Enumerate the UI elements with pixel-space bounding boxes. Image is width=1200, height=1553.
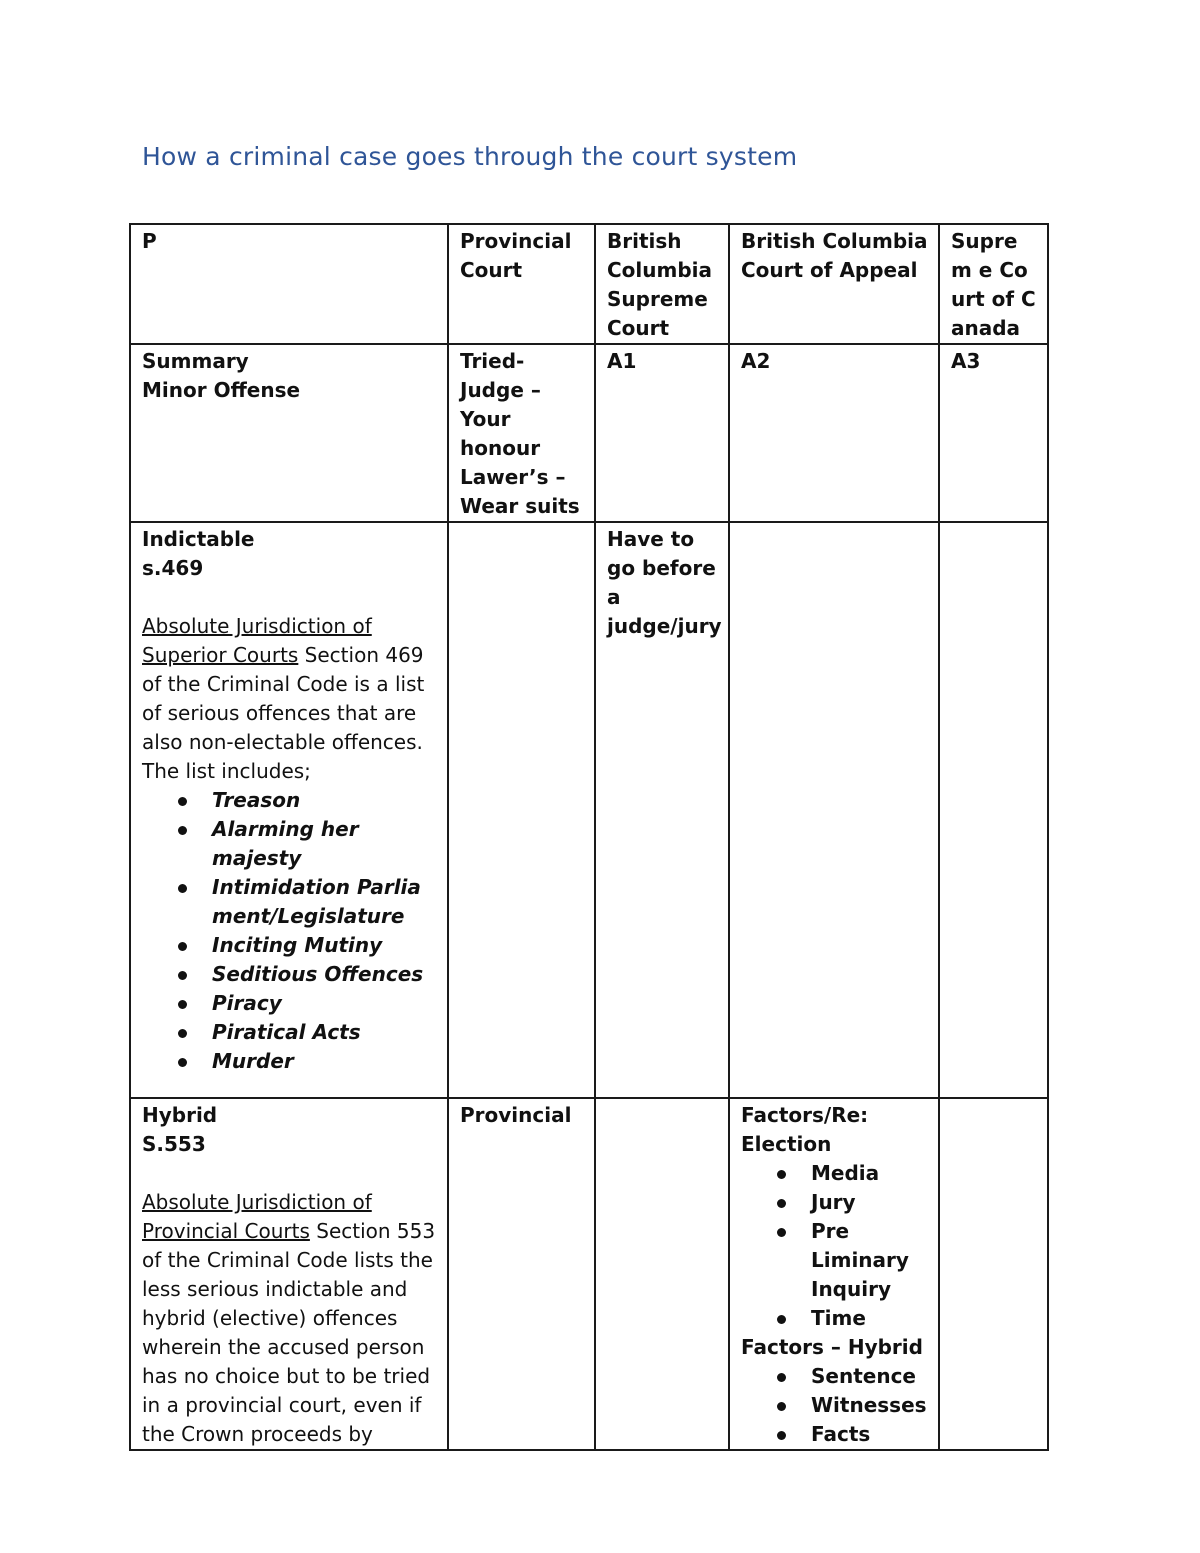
indictable-provincial-cell <box>448 522 595 1098</box>
summary-provincial-cell: Tried- Judge – Your honour Lawer’s – Wear suits <box>448 344 595 522</box>
hybrid-bcca-cell: Factors/Re: Election Media Jury Pre Liminary Inquiry Time Factors – Hybrid Sentence Witnesses Facts <box>729 1098 939 1450</box>
hybrid-bcsc-cell <box>595 1098 729 1450</box>
list-item: Piracy <box>178 989 437 1018</box>
header-cell-provincial-court: Provincial Court <box>448 224 595 344</box>
header-cell-supreme-court-canada: Suprem e Court of Canada <box>939 224 1048 344</box>
summary-bcca-cell: A2 <box>729 344 939 522</box>
header-cell-p: P <box>130 224 448 344</box>
indictable-bcca-cell <box>729 522 939 1098</box>
bullet-icon <box>777 1315 786 1324</box>
table-header-row <box>130 224 1048 344</box>
list-item: Murder <box>178 1047 437 1076</box>
bullet-icon <box>178 826 187 835</box>
hybrid-factors-list <box>741 1362 928 1449</box>
list-item: Inciting Mutiny <box>178 931 437 960</box>
hybrid-label-cell: Hybrid S.553 Absolute Jurisdiction of Provincial Courts Section 553 of the Criminal Code lists the less serious indictable and hybrid (elective) offences wherein the accused person has no choice but to be tried in a provincial court, even if the Crown proceeds by <box>130 1098 448 1450</box>
list-item: Sentence <box>777 1362 928 1391</box>
page-title: How a criminal case goes through the court system <box>142 142 798 171</box>
bullet-icon <box>178 797 187 806</box>
bullet-icon <box>178 1029 187 1038</box>
indictable-description: Absolute Jurisdiction of Superior Courts Section 469 of the Criminal Code is a list of serious offences that are also non-electable offences. The list includes; <box>142 614 425 783</box>
summary-label-cell: Summary Minor Offense <box>130 344 448 522</box>
summary-scc-cell: A3 <box>939 344 1048 522</box>
court-system-table <box>129 223 1049 1451</box>
header-cell-bc-supreme-court: British Columbia Supreme Court <box>595 224 729 344</box>
hybrid-scc-cell <box>939 1098 1048 1450</box>
bullet-icon <box>178 884 187 893</box>
bullet-icon <box>777 1431 786 1440</box>
election-factors-list <box>741 1159 928 1333</box>
bullet-icon <box>777 1228 786 1237</box>
offence-list-469 <box>142 786 437 1076</box>
list-item: Jury <box>777 1188 928 1217</box>
hybrid-provincial-cell: Provincial <box>448 1098 595 1450</box>
bullet-icon <box>178 1000 187 1009</box>
list-item: Pre Liminary Inquiry <box>777 1217 928 1304</box>
table-row-summary <box>130 344 1048 522</box>
list-item: Seditious Offences <box>178 960 437 989</box>
bullet-icon <box>777 1373 786 1382</box>
bullet-icon <box>178 942 187 951</box>
indictable-label-cell: Indictable s.469 Absolute Jurisdiction of Superior Courts Section 469 of the Criminal Code is a list of serious offences that are also non-electable offences. The list includes; Treason Alarming her majesty Intimidation Parliament/Legislature Inciting Mutiny Seditious Offences Piracy Piratical Acts Murder <box>130 522 448 1098</box>
list-item: Treason <box>178 786 437 815</box>
header-cell-bc-court-of-appeal: British Columbia Court of Appeal <box>729 224 939 344</box>
summary-bcsc-cell: A1 <box>595 344 729 522</box>
list-item: Time <box>777 1304 928 1333</box>
list-item: Facts <box>777 1420 928 1449</box>
section-469-link-text: Absolute Jurisdiction of Superior Courts <box>142 614 372 667</box>
list-item: Witnesses <box>777 1391 928 1420</box>
table-row-indictable <box>130 522 1048 1098</box>
bullet-icon <box>777 1402 786 1411</box>
bullet-icon <box>178 971 187 980</box>
list-item: Intimidation Parliament/Legislature <box>178 873 437 931</box>
bullet-icon <box>777 1199 786 1208</box>
bullet-icon <box>178 1058 187 1067</box>
list-item: Media <box>777 1159 928 1188</box>
list-item: Alarming her majesty <box>178 815 437 873</box>
section-553-link-text: Absolute Jurisdiction of Provincial Courts <box>142 1190 372 1243</box>
table-row-hybrid <box>130 1098 1048 1450</box>
bullet-icon <box>777 1170 786 1179</box>
indictable-bcsc-cell: Have to go before a judge/jury <box>595 522 729 1098</box>
list-item: Piratical Acts <box>178 1018 437 1047</box>
hybrid-description: Absolute Jurisdiction of Provincial Courts Section 553 of the Criminal Code lists the less serious indictable and hybrid (elective) offences wherein the accused person has no choice but to be tried in a provincial court, even if the Crown proceeds by <box>142 1190 436 1446</box>
indictable-scc-cell <box>939 522 1048 1098</box>
